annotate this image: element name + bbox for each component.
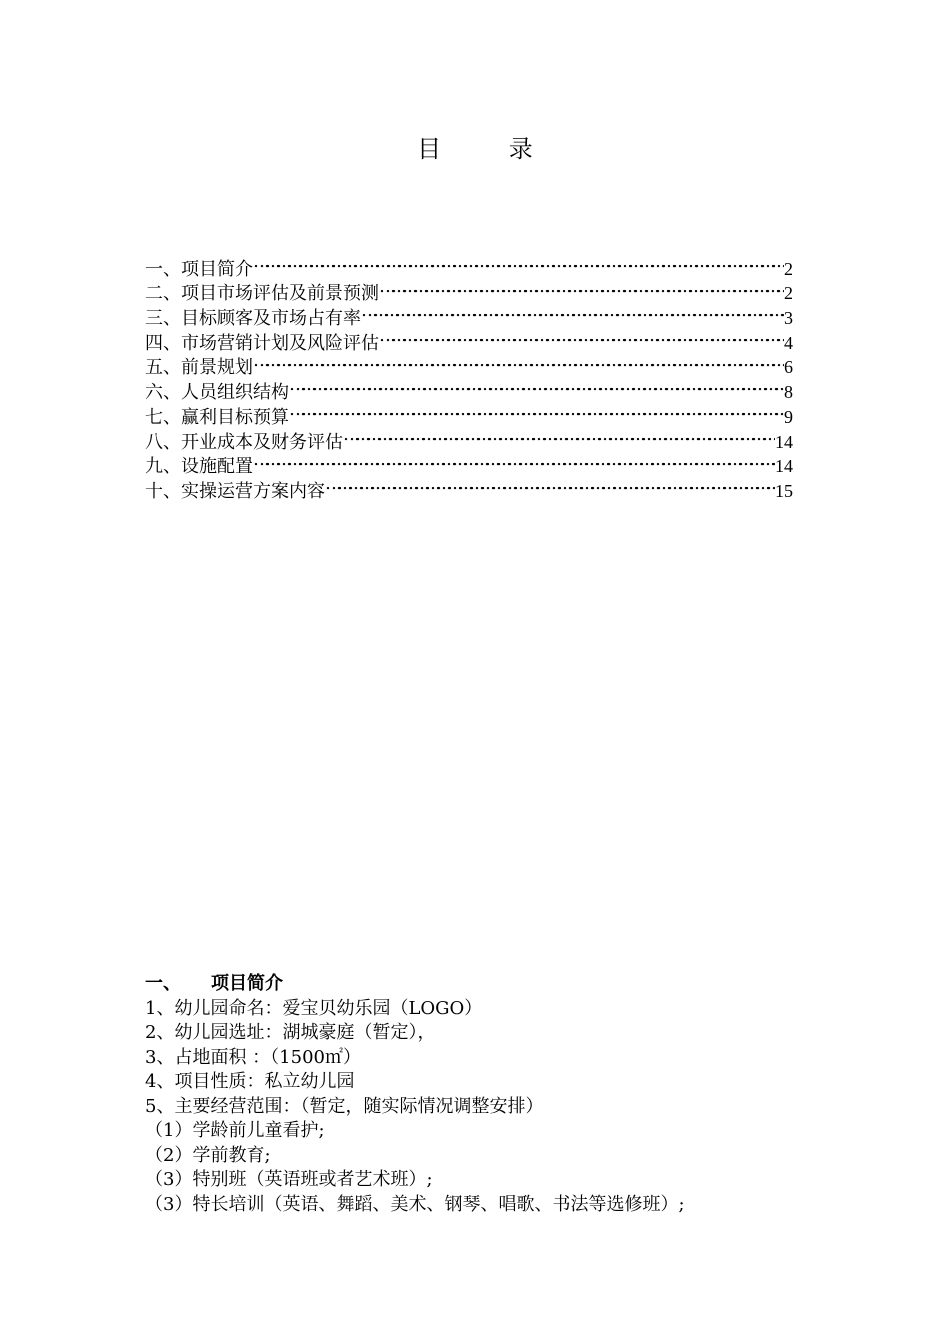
section-number: 一、 — [145, 973, 181, 994]
section-title: 项目简介 — [211, 973, 283, 994]
body-line: 3、占地面积 ：（1500㎡） — [145, 1046, 361, 1068]
toc-leader-dots — [343, 423, 775, 448]
body-line: 5、主要经营范围：（暂定，随实际情况调整安排） — [145, 1095, 544, 1117]
toc-entry-page: 2 — [784, 258, 793, 279]
toc-entry-page: 3 — [784, 308, 793, 329]
toc-entry-label: 二、项目市场评估及前景预测 — [145, 283, 379, 305]
toc-leader-dots — [253, 349, 784, 374]
section-heading — [145, 972, 845, 997]
toc-title: 目 录 — [417, 135, 563, 163]
body-line: （3）特别班（英语班或者艺术班）; — [145, 1169, 433, 1190]
toc-leader-dots — [289, 398, 784, 423]
toc-entry-page: 9 — [784, 406, 793, 427]
toc-entry-label: 四、市场营销计划及风险评估 — [145, 332, 379, 354]
body-line: 1、幼儿园命名：爱宝贝幼乐园（LOGO） — [145, 997, 483, 1019]
toc-entry-label: 十、实操运营方案内容 — [145, 480, 325, 502]
toc-leader-dots — [253, 250, 784, 275]
table-of-contents — [145, 250, 793, 502]
toc-leader-dots — [379, 324, 784, 349]
body-line: （3）特长培训（英语、舞蹈、美术、钢琴、唱歌、书法等选修班）; — [145, 1193, 685, 1215]
body-line: 4、项目性质：私立幼儿园 — [145, 1071, 355, 1092]
toc-entry-label: 一、项目简介 — [145, 258, 253, 280]
toc-entry[interactable] — [145, 250, 793, 280]
section-project-intro — [145, 972, 845, 1217]
toc-leader-dots — [379, 275, 784, 300]
toc-leader-dots — [253, 448, 775, 473]
toc-entry-page: 4 — [784, 332, 793, 353]
toc-entry-page: 8 — [784, 382, 793, 403]
toc-leader-dots — [361, 299, 784, 324]
body-line: （1）学龄前儿童看护; — [145, 1120, 325, 1141]
toc-entry-label: 五、前景规划 — [145, 357, 253, 379]
body-line: 2、幼儿园选址：湖城豪庭（暂定）， — [145, 1022, 436, 1043]
toc-entry-page: 2 — [784, 283, 793, 304]
toc-entry-label: 九、设施配置 — [145, 456, 253, 478]
toc-entry-page: 14 — [775, 431, 793, 452]
toc-entry-page: 14 — [775, 456, 793, 477]
toc-entry-label: 六、人员组织结构 — [145, 382, 289, 404]
toc-entry-label: 八、开业成本及财务评估 — [145, 431, 343, 453]
toc-entry-label: 三、目标顾客及市场占有率 — [145, 308, 361, 330]
toc-entry-page: 15 — [775, 480, 793, 501]
toc-leader-dots — [289, 373, 784, 398]
toc-entry-label: 七、赢利目标预算 — [145, 406, 289, 428]
body-line: （2）学前教育; — [145, 1144, 271, 1166]
toc-leader-dots — [325, 472, 775, 497]
toc-entry-page: 6 — [784, 357, 793, 378]
